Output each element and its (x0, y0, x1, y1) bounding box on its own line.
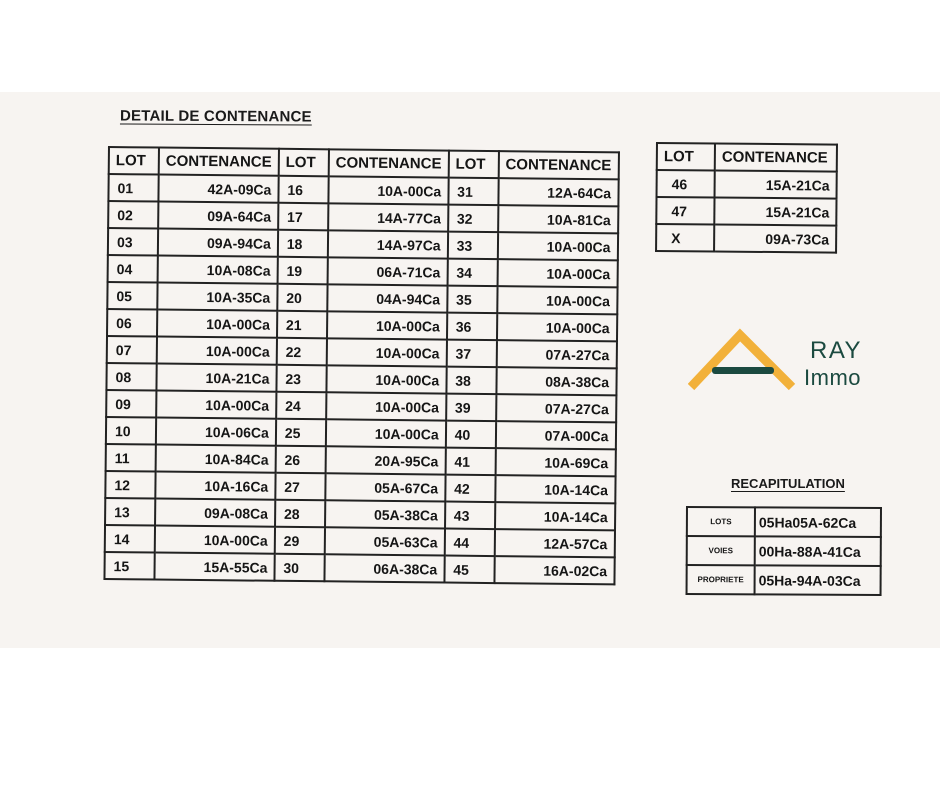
lot-contenance: 07A-00Ca (496, 421, 616, 449)
lot-number: 23 (276, 365, 326, 393)
lot-contenance: 05A-38Ca (325, 500, 445, 528)
recap-label: LOTS (687, 507, 755, 536)
lot-contenance: 10A-21Ca (156, 364, 276, 392)
lot-contenance: 10A-00Ca (157, 310, 277, 338)
lot-number: 33 (448, 232, 498, 260)
house-roof-icon (688, 327, 808, 393)
header-contenance: CONTENANCE (498, 151, 618, 179)
lot-contenance: 10A-00Ca (157, 337, 277, 365)
lot-number: 12 (105, 471, 155, 499)
table-row (656, 197, 836, 226)
lot-contenance: 06A-71Ca (327, 257, 447, 285)
lot-contenance: 10A-06Ca (156, 418, 276, 446)
lot-number: 15 (104, 552, 154, 580)
lot-contenance: 05A-67Ca (325, 473, 445, 501)
lot-contenance: 10A-00Ca (497, 313, 617, 341)
lot-number: 19 (277, 257, 327, 285)
table-row (657, 170, 837, 199)
lot-number: 39 (446, 394, 496, 422)
lot-contenance: 10A-14Ca (495, 502, 615, 530)
lot-number: 11 (106, 444, 156, 472)
lot-number: X (656, 224, 714, 252)
lot-contenance: 09A-64Ca (158, 202, 278, 230)
table-row (104, 552, 614, 584)
lot-number: 31 (448, 178, 498, 206)
lot-contenance: 10A-16Ca (155, 472, 275, 500)
recap-row (687, 507, 881, 537)
lot-number: 41 (445, 448, 495, 476)
lot-number: 46 (657, 170, 715, 198)
lot-number: 45 (444, 556, 494, 584)
lot-contenance: 10A-00Ca (497, 259, 617, 287)
document-title: DETAIL DE CONTENANCE (119, 107, 312, 126)
lot-contenance: 09A-94Ca (158, 229, 278, 257)
lot-contenance: 10A-00Ca (497, 286, 617, 314)
lot-contenance: 16A-02Ca (494, 556, 614, 584)
lot-number: 10 (106, 417, 156, 445)
lot-contenance: 10A-00Ca (327, 338, 447, 366)
lot-contenance: 10A-84Ca (156, 445, 276, 473)
lot-number: 05 (107, 282, 157, 310)
recap-label: PROPRIETE (687, 565, 755, 594)
lot-number: 25 (276, 419, 326, 447)
lot-contenance: 10A-14Ca (495, 475, 615, 503)
lot-number: 44 (444, 529, 494, 557)
lot-number: 32 (448, 205, 498, 233)
lot-contenance: 07A-27Ca (496, 394, 616, 422)
lot-contenance: 10A-00Ca (155, 526, 275, 554)
header-lot: LOT (448, 151, 498, 179)
lot-number: 35 (447, 286, 497, 314)
contenance-table-extension (655, 142, 838, 254)
lot-number: 26 (275, 446, 325, 474)
lot-contenance: 09A-08Ca (155, 499, 275, 527)
lot-contenance: 14A-77Ca (328, 203, 448, 231)
lot-number: 36 (447, 313, 497, 341)
lot-contenance: 12A-57Ca (494, 529, 614, 557)
lot-number: 28 (275, 500, 325, 528)
lot-contenance: 09A-73Ca (714, 225, 836, 253)
recap-label: VOIES (687, 536, 755, 565)
header-contenance: CONTENANCE (159, 148, 279, 176)
lot-number: 09 (106, 390, 156, 418)
lot-contenance: 05A-63Ca (325, 527, 445, 555)
lot-number: 07 (107, 336, 157, 364)
lot-contenance: 10A-00Ca (326, 419, 446, 447)
table-header-row (657, 143, 837, 172)
lot-number: 34 (447, 259, 497, 287)
lot-contenance: 15A-21Ca (714, 198, 836, 226)
lot-contenance: 20A-95Ca (325, 446, 445, 474)
lot-contenance: 15A-55Ca (154, 553, 274, 581)
lot-contenance: 10A-00Ca (156, 391, 276, 419)
lot-contenance: 42A-09Ca (158, 175, 278, 203)
lot-contenance: 10A-00Ca (326, 365, 446, 393)
lot-number: 27 (275, 473, 325, 501)
lot-contenance: 10A-00Ca (328, 176, 448, 204)
lot-contenance: 10A-69Ca (495, 448, 615, 476)
contenance-table (103, 146, 619, 585)
lot-number: 47 (656, 197, 714, 225)
lot-number: 18 (278, 230, 328, 258)
logo-text-ray: RAY (810, 337, 863, 364)
lot-number: 13 (105, 498, 155, 526)
lot-contenance: 10A-35Ca (157, 283, 277, 311)
lot-contenance: 10A-81Ca (498, 205, 618, 233)
recap-table (686, 506, 882, 596)
lot-number: 08 (106, 363, 156, 391)
recap-value: 05Ha05A-62Ca (755, 507, 881, 537)
lot-contenance: 10A-00Ca (326, 392, 446, 420)
lot-number: 30 (274, 554, 324, 582)
recap-title: RECAPITULATION (731, 476, 845, 491)
header-lot: LOT (657, 143, 715, 171)
lot-number: 02 (108, 201, 158, 229)
lot-number: 38 (446, 367, 496, 395)
lot-contenance: 07A-27Ca (496, 340, 616, 368)
lot-number: 17 (278, 203, 328, 231)
header-contenance: CONTENANCE (329, 149, 449, 177)
lot-number: 14 (105, 525, 155, 553)
recap-row (687, 565, 881, 595)
lot-number: 20 (277, 284, 327, 312)
ray-immo-logo (688, 327, 888, 393)
lot-contenance: 04A-94Ca (327, 284, 447, 312)
header-contenance: CONTENANCE (715, 144, 837, 172)
header-lot: LOT (279, 149, 329, 177)
lot-contenance: 06A-38Ca (324, 554, 444, 582)
lot-number: 01 (108, 174, 158, 202)
lot-contenance: 08A-38Ca (496, 367, 616, 395)
lot-number: 21 (277, 311, 327, 339)
lot-contenance: 10A-00Ca (327, 311, 447, 339)
lot-number: 22 (277, 338, 327, 366)
lot-number: 37 (446, 340, 496, 368)
recap-value: 00Ha-88A-41Ca (755, 536, 881, 566)
header-lot: LOT (109, 147, 159, 175)
lot-number: 24 (276, 392, 326, 420)
recap-value: 05Ha-94A-03Ca (755, 565, 881, 595)
lot-contenance: 14A-97Ca (328, 230, 448, 258)
lot-contenance: 15A-21Ca (715, 171, 837, 199)
lot-number: 43 (445, 502, 495, 530)
lot-number: 16 (278, 176, 328, 204)
lot-contenance: 10A-08Ca (158, 256, 278, 284)
lot-contenance: 10A-00Ca (498, 232, 618, 260)
lot-number: 29 (275, 527, 325, 555)
lot-contenance: 12A-64Ca (498, 178, 618, 206)
lot-number: 42 (445, 475, 495, 503)
lot-number: 04 (108, 255, 158, 283)
lot-number: 03 (108, 228, 158, 256)
logo-text-immo: Immo (804, 365, 861, 390)
lot-number: 40 (446, 421, 496, 449)
table-row (656, 224, 836, 253)
recap-row (687, 536, 881, 566)
lot-number: 06 (107, 309, 157, 337)
